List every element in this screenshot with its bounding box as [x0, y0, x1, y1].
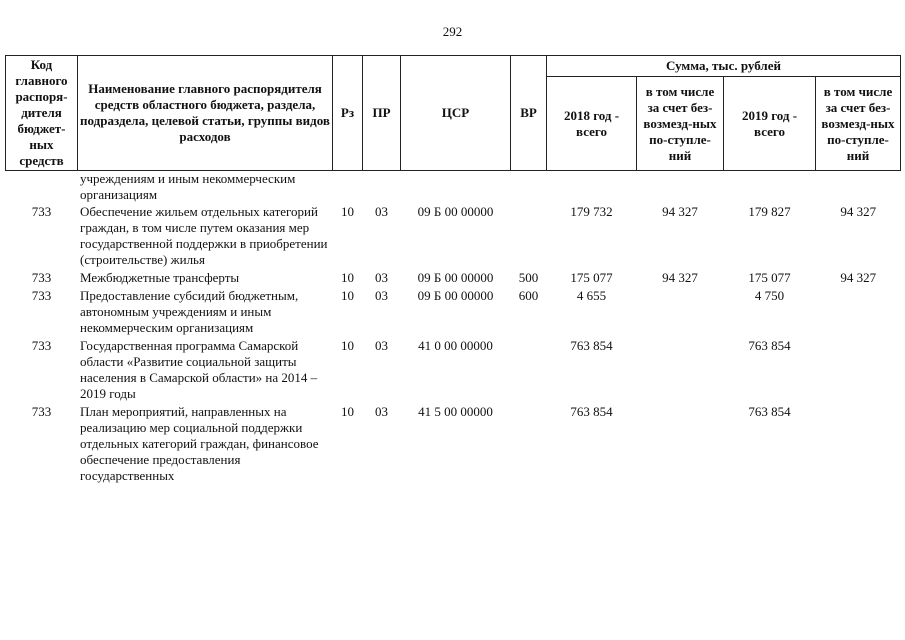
- cell-vr: [511, 203, 547, 269]
- header-vr: ВР: [511, 56, 547, 171]
- cell-name: Обеспечение жильем отдельных категорий граждан, в том числе путем оказания мер государственной поддержки в приобретении (строительстве) жилья: [80, 204, 328, 267]
- cell-name: Государственная программа Самарской области «Развитие социальной защиты населения в Самарской области» на 2014 – 2019 годы: [80, 338, 318, 401]
- header-2018-total: 2018 год - всего: [547, 77, 637, 171]
- header-sum: Сумма, тыс. рублей: [547, 56, 901, 77]
- table-row: [6, 269, 901, 287]
- cell-2018-free: 94 327: [662, 270, 698, 285]
- cell-csr: 09 Б 00 00000: [417, 204, 494, 219]
- cell-pr: 03: [375, 404, 388, 419]
- cell-code: 733: [31, 270, 52, 285]
- cell-pr: 03: [375, 204, 388, 219]
- cell-csr: 09 Б 00 00000: [417, 288, 494, 303]
- cell-2019-total: 4 750: [754, 288, 785, 303]
- cell-2019-total: 175 077: [748, 270, 791, 285]
- cell-2018-total: 763 854: [570, 338, 613, 353]
- cell-vr: 600: [518, 288, 539, 303]
- cell-2019-free: 94 327: [840, 270, 877, 285]
- cell-rz: 10: [341, 404, 354, 419]
- cell-2019-total: 763 854: [748, 404, 791, 419]
- cell-pr: 03: [375, 338, 388, 353]
- header-2019-total: 2019 год - всего: [724, 77, 816, 171]
- cell-vr: 500: [518, 270, 539, 285]
- cell-2018-free: 94 327: [662, 204, 698, 219]
- cell-2019-free: [816, 171, 901, 204]
- cell-2018-free: [637, 287, 724, 337]
- table-row: [6, 337, 901, 403]
- cell-2019-total: [724, 171, 816, 204]
- cell-code: 733: [31, 204, 52, 219]
- header-csr: ЦСР: [401, 56, 511, 171]
- table-row: [6, 171, 901, 204]
- cell-csr: 09 Б 00 00000: [417, 270, 494, 285]
- cell-name: Предоставление субсидий бюджетным, автономным учреждениям и иным некоммерческим организациям: [80, 288, 299, 335]
- table-row: [6, 287, 901, 337]
- cell-2018-total: [547, 171, 637, 204]
- header-code: Код главного распоря-дителя бюджет-ных средств: [6, 56, 78, 171]
- cell-pr: 03: [375, 288, 388, 303]
- cell-rz: 10: [341, 270, 354, 285]
- cell-pr: 03: [375, 270, 388, 285]
- cell-name: учреждениям и иным некоммерческим организациям: [80, 171, 296, 202]
- header-pr: ПР: [363, 56, 401, 171]
- page-number: 292: [442, 24, 463, 39]
- table-header: [6, 56, 901, 171]
- cell-csr: [401, 171, 511, 204]
- cell-code: 733: [31, 288, 52, 303]
- header-rz: Рз: [333, 56, 363, 171]
- cell-pr: [363, 171, 401, 204]
- cell-2019-free: 94 327: [840, 204, 877, 219]
- cell-2019-total: 763 854: [748, 338, 791, 353]
- header-2019-free: в том числе за счет без-возмезд-ных по-ступле-ний: [816, 77, 901, 171]
- table-body: [6, 171, 901, 486]
- cell-2018-free: [637, 337, 724, 403]
- cell-code: 733: [31, 338, 52, 353]
- cell-2018-total: 4 655: [576, 288, 607, 303]
- cell-2018-free: [637, 171, 724, 204]
- cell-rz: 10: [341, 204, 354, 219]
- cell-vr: [511, 403, 547, 485]
- budget-table: [5, 55, 901, 485]
- cell-vr: [511, 337, 547, 403]
- cell-csr: 41 5 00 00000: [418, 404, 493, 419]
- cell-2019-free: [816, 403, 901, 485]
- header-2018-free: в том числе за счет без-возмезд-ных по-ступле-ний: [637, 77, 724, 171]
- header-name: Наименование главного распорядителя средств областного бюджета, раздела, подраздела, целевой статьи, группы видов расходов: [78, 56, 333, 171]
- cell-rz: 10: [341, 338, 354, 353]
- cell-2018-total: 763 854: [570, 404, 613, 419]
- cell-code: 733: [31, 404, 52, 419]
- cell-2018-free: [637, 403, 724, 485]
- cell-rz: [333, 171, 363, 204]
- table-row: [6, 403, 901, 485]
- table-row: [6, 203, 901, 269]
- cell-code: [6, 171, 78, 204]
- cell-csr: 41 0 00 00000: [418, 338, 493, 353]
- cell-2019-total: 179 827: [748, 204, 791, 219]
- cell-vr: [511, 171, 547, 204]
- cell-name: Межбюджетные трансферты: [80, 270, 240, 285]
- cell-2019-free: [816, 287, 901, 337]
- cell-2018-total: 179 732: [570, 204, 613, 219]
- cell-2019-free: [816, 337, 901, 403]
- cell-rz: 10: [341, 288, 354, 303]
- cell-name: План мероприятий, направленных на реализацию мер социальной поддержки отдельных категорий граждан, финансовое обеспечение предоставления государственных: [80, 404, 319, 483]
- cell-2018-total: 175 077: [570, 270, 613, 285]
